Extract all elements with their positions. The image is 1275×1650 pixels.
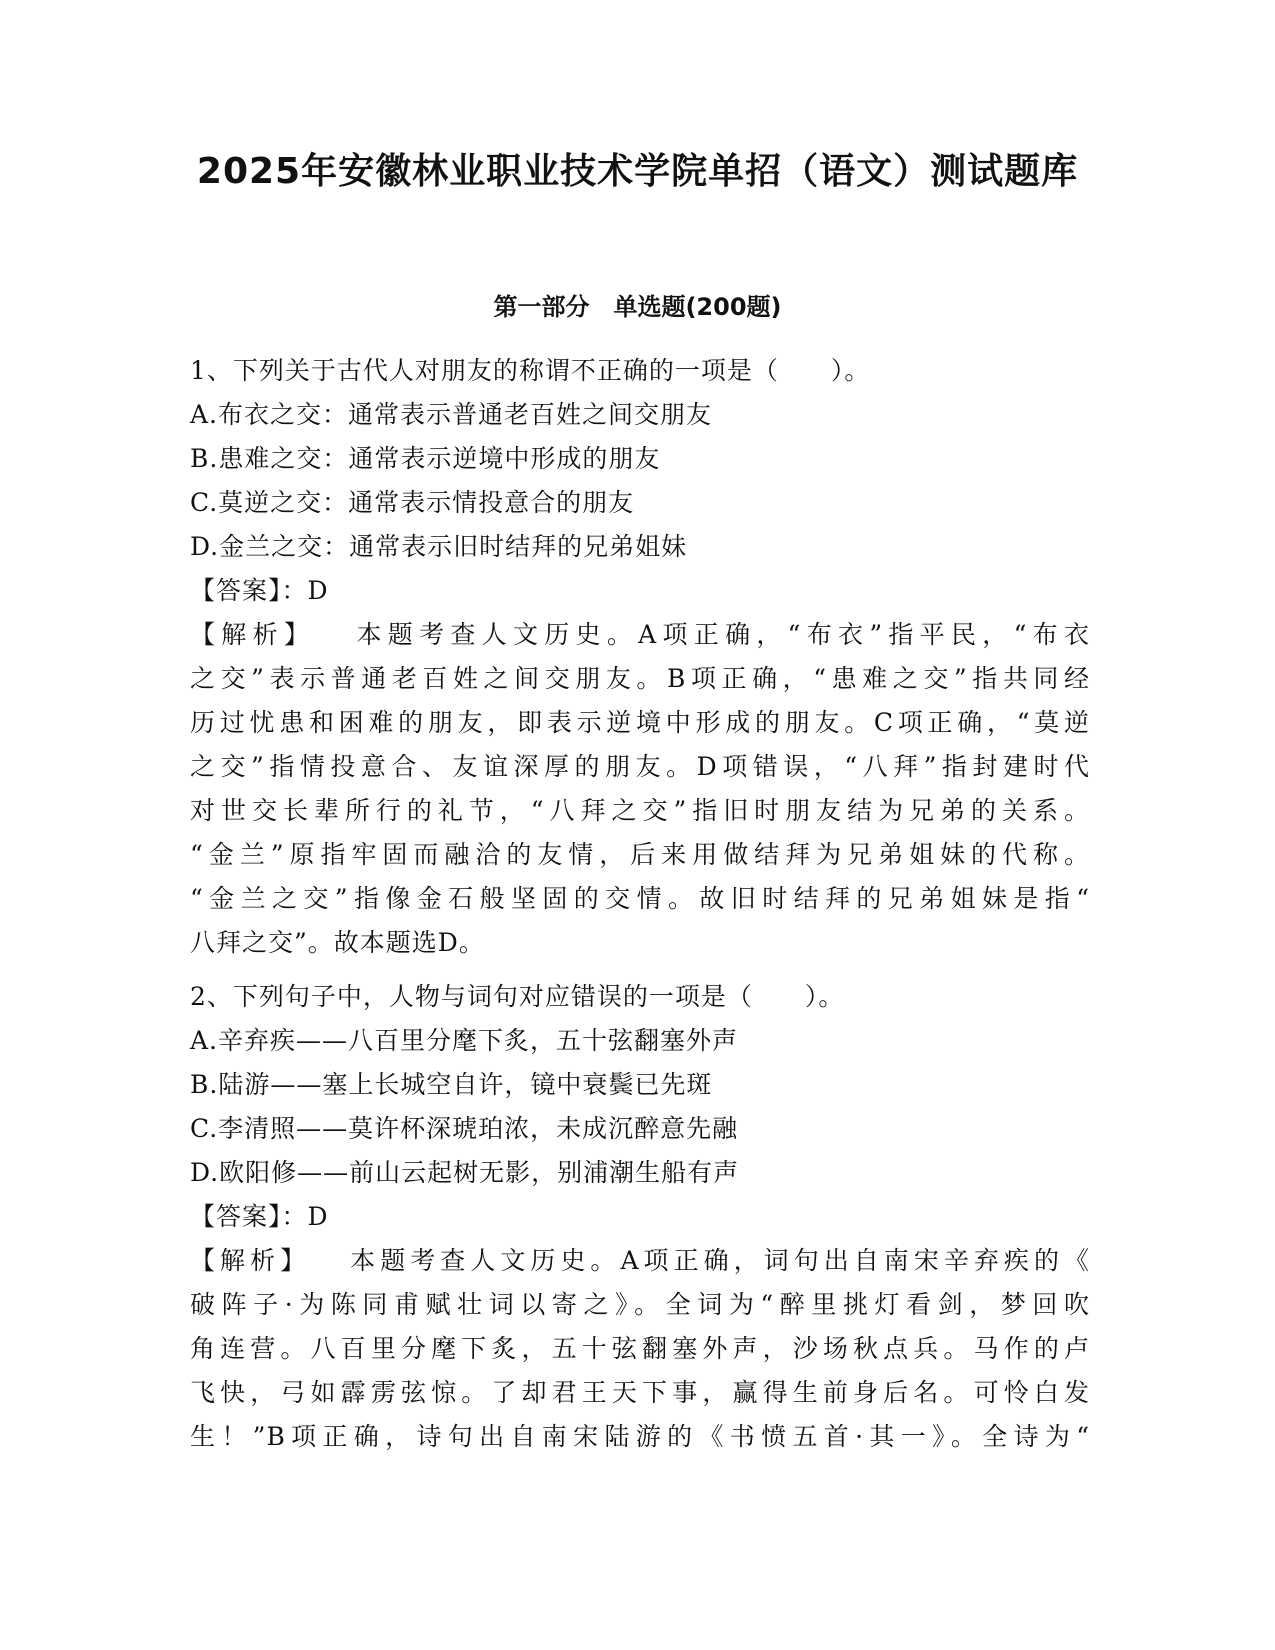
analysis-line-4: 之交”指情投意合、友谊深厚的朋友。D项错误，“八拜”指封建时代 — [190, 752, 1090, 781]
question-2 — [190, 975, 1090, 1459]
option-d: D.欧阳修——前山云起树无影，别浦潮生船有声 — [190, 1158, 740, 1187]
option-d: D.金兰之交：通常表示旧时结拜的兄弟姐妹 — [190, 532, 688, 561]
analysis-text: 本题考查人文历史。A项正确，“布衣”指平民，“布衣 — [351, 620, 1090, 649]
section-title: 第一部分 单选题(200题) — [493, 293, 782, 321]
analysis-line-7: “金兰之交”指像金石般坚固的交情。故旧时结拜的兄弟姐妹是指“ — [190, 884, 1090, 913]
answer-line: 【答案】：D — [190, 1202, 329, 1231]
question-stem: 1、下列关于古代人对朋友的称谓不正确的一项是（ ）。 — [190, 356, 871, 385]
question-stem: 2、下列句子中，人物与词句对应错误的一项是（ ）。 — [190, 982, 845, 1011]
analysis-line-2: 之交”表示普通老百姓之间交朋友。B项正确，“患难之交”指共同经 — [190, 664, 1090, 693]
option-b: B.患难之交：通常表示逆境中形成的朋友 — [190, 444, 661, 473]
option-a: A.布衣之交：通常表示普通老百姓之间交朋友 — [190, 400, 713, 429]
analysis-text: 本题考查人文历史。A项正确，词句出自南宋辛弃疾的《 — [346, 1246, 1090, 1275]
answer-line: 【答案】：D — [190, 576, 329, 605]
analysis-line-1 — [190, 1239, 1090, 1283]
analysis-line-3: 角连营。八百里分麾下炙，五十弦翻塞外声，沙场秋点兵。马作的卢 — [190, 1334, 1090, 1363]
option-c: C.莫逆之交：通常表示情投意合的朋友 — [190, 488, 635, 517]
option-b: B.陆游——塞上长城空自许，镜中衰鬓已先斑 — [190, 1070, 713, 1099]
option-a: A.辛弃疾——八百里分麾下炙，五十弦翻塞外声 — [190, 1026, 739, 1055]
analysis-line-1 — [190, 613, 1090, 657]
analysis-line-8: 八拜之交”。故本题选D。 — [190, 928, 485, 957]
analysis-line-5: 对世交长辈所行的礼节，“八拜之交”指旧时朋友结为兄弟的关系。 — [190, 796, 1090, 825]
option-c: C.李清照——莫许杯深琥珀浓，未成沉醉意先融 — [190, 1114, 739, 1143]
analysis-line-2: 破阵子·为陈同甫赋壮词以寄之》。全词为“醉里挑灯看剑，梦回吹 — [190, 1290, 1090, 1319]
analysis-label: 【解析】 — [190, 620, 316, 649]
analysis-line-4: 飞快，弓如霹雳弦惊。了却君王天下事，赢得生前身后名。可怜白发 — [190, 1378, 1090, 1407]
question-1 — [190, 349, 1090, 965]
analysis-line-6: “金兰”原指牢固而融洽的友情，后来用做结拜为兄弟姐妹的代称。 — [190, 840, 1090, 869]
analysis-label: 【解析】 — [190, 1246, 311, 1275]
analysis-line-5: 生！”B项正确，诗句出自南宋陆游的《书愤五首·其一》。全诗为“ — [190, 1422, 1090, 1451]
document-title: 2025年安徽林业职业技术学院单招（语文）测试题库 — [196, 151, 1079, 192]
analysis-line-3: 历过忧患和困难的朋友，即表示逆境中形成的朋友。C项正确，“莫逆 — [190, 708, 1090, 737]
